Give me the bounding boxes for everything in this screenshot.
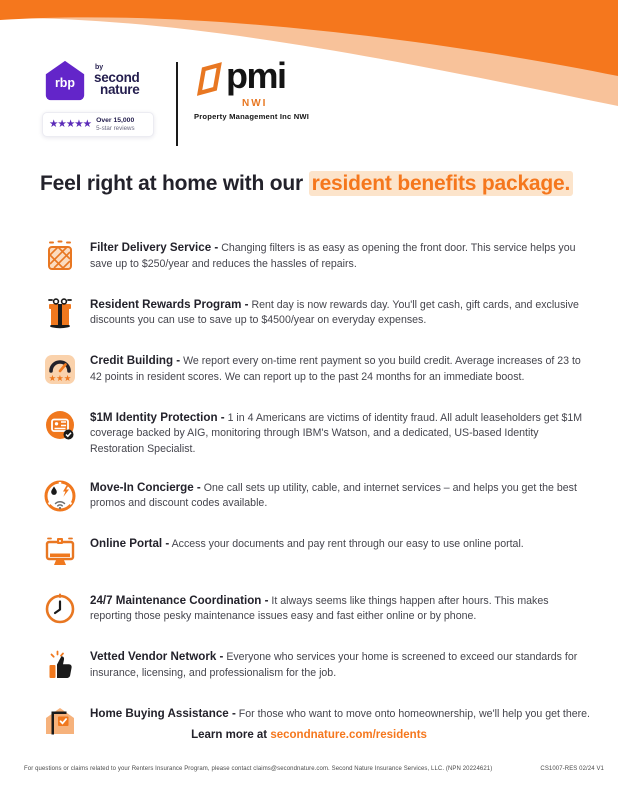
benefit-item-identity-protection xyxy=(42,408,592,458)
clock-icon xyxy=(42,591,78,627)
second-nature-wordmark xyxy=(94,65,139,97)
rbp-logo-block xyxy=(42,58,162,137)
headline-prefix: Feel right at home with our xyxy=(40,172,303,195)
credit-gauge-icon xyxy=(42,351,78,387)
benefit-desc: One call sets up utility, cable, and internet services – and helps you get the best promos and discount codes available. xyxy=(90,481,577,510)
benefit-item-resident-rewards xyxy=(42,295,592,331)
logo-divider xyxy=(176,62,178,146)
benefit-title: Credit Building - xyxy=(90,354,181,367)
reviews-caption: 5-star reviews xyxy=(96,124,135,132)
identity-shield-icon xyxy=(42,408,78,444)
benefit-item-move-in-concierge xyxy=(42,478,592,514)
five-stars-icon: ★★★★★ xyxy=(49,118,92,131)
benefit-title: Home Buying Assistance - xyxy=(90,706,236,720)
by-label: by xyxy=(95,63,104,71)
pmi-logo-block xyxy=(194,55,310,121)
pmi-wordmark: pmi xyxy=(226,55,286,96)
benefit-desc: 1 in 4 Americans are victims of identity fraud. All adult leaseholders get $1M coverage backed by AIG, monitoring through IBM's Watson, and a dedicated, US-based Identity Restoration Specialist. xyxy=(90,411,583,455)
page-title xyxy=(40,172,594,196)
benefit-desc: For those who want to move onto homeownership, we'll help you get there. xyxy=(238,707,591,720)
legal-strip xyxy=(24,766,604,772)
residents-link[interactable]: secondnature.com/residents xyxy=(270,729,427,741)
benefits-list xyxy=(42,238,592,760)
benefit-item-vetted-vendor xyxy=(42,647,592,683)
benefit-title: $1M Identity Protection - xyxy=(90,410,225,424)
pmi-flag-icon xyxy=(194,62,222,96)
svg-text:rbp: rbp xyxy=(54,75,76,90)
benefit-item-maintenance-coordination xyxy=(42,591,592,627)
benefit-title: Vetted Vendor Network - xyxy=(90,650,224,664)
pmi-tagline: Property Management Inc NWI xyxy=(194,112,310,121)
brand-line1: second xyxy=(94,69,140,85)
headline-highlight: resident benefits package. xyxy=(309,171,574,196)
monitor-icon xyxy=(42,534,78,570)
gift-icon xyxy=(42,295,78,331)
reviews-badge xyxy=(42,112,154,137)
pmi-region: NWI xyxy=(242,98,268,109)
legal-disclaimer: For questions or claims related to your Renters Insurance Program, please contact claims@secondnature.com. Second Nature Insurance Services, LLC. (NPN 20224621) xyxy=(24,766,493,772)
benefit-desc: Changing filters is as easy as opening the front door. This service helps you save up to $250/year and reduces the hassles of repairs. xyxy=(90,242,576,270)
benefit-desc: We report every on-time rent payment so you build credit. Average increases of 23 to 42 points in resident scores. We can report up to the past 24 months for an immediate boost. xyxy=(90,355,581,383)
learn-more-prefix: Learn more at xyxy=(191,729,268,741)
document-code: CS1007-RES 02/24 V1 xyxy=(540,766,604,772)
utilities-icon xyxy=(42,478,78,514)
benefit-desc: Access your documents and pay rent through our easy to use online portal. xyxy=(171,538,524,551)
benefit-desc: Rent day is now rewards day. You'll get cash, gift cards, and exclusive discounts you can use to save up to $4500/year on everyday expenses. xyxy=(90,298,579,327)
reviews-count: Over 15,000 xyxy=(96,117,135,124)
benefit-desc: Everyone who services your home is screened to exceed our standards for insurance, licensing, and professionalism for the job. xyxy=(90,651,578,679)
rbp-house-icon xyxy=(42,58,88,104)
benefit-title: 24/7 Maintenance Coordination - xyxy=(90,593,269,607)
benefit-title: Online Portal - xyxy=(90,537,170,551)
learn-more-line xyxy=(0,729,618,741)
thumbs-up-icon xyxy=(42,647,78,683)
logo-row xyxy=(42,55,310,146)
benefit-title: Resident Rewards Program - xyxy=(90,297,249,311)
benefit-title: Filter Delivery Service - xyxy=(90,241,219,254)
svg-text:★★★: ★★★ xyxy=(48,373,72,383)
benefit-desc: It always seems like things happen after hours. This makes reporting those pesky maintenance issues easy and fast either online or by phone. xyxy=(90,594,549,623)
benefit-item-filter-delivery xyxy=(42,238,592,274)
benefit-title: Move-In Concierge - xyxy=(90,480,201,494)
benefit-item-credit-building xyxy=(42,351,592,387)
benefit-item-online-portal xyxy=(42,534,592,570)
brand-line2: nature xyxy=(100,82,140,98)
filter-icon xyxy=(42,238,78,274)
